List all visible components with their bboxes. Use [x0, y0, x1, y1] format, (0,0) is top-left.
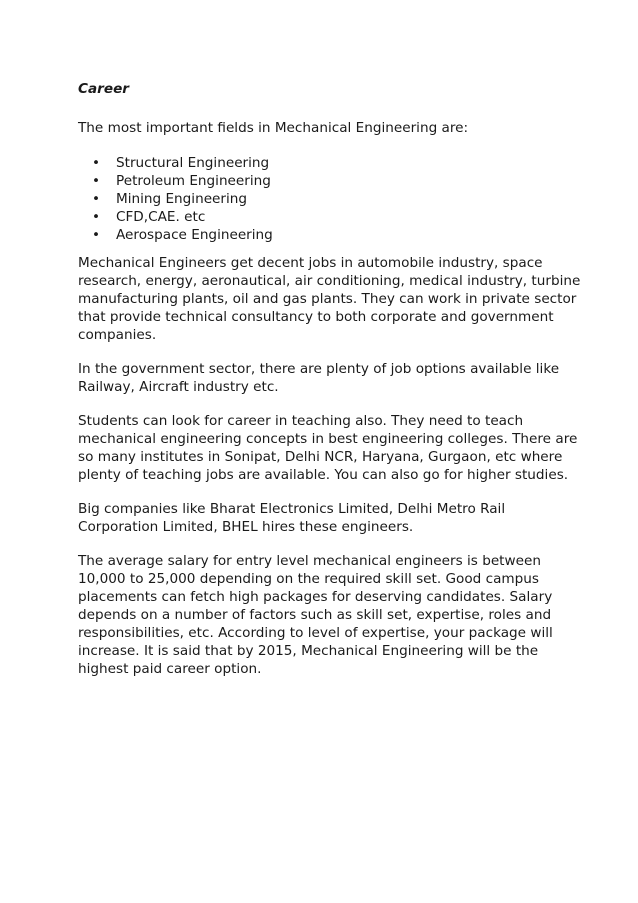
list-item	[78, 226, 578, 244]
text-line: responsibilities, etc. According to level of expertise, your package will	[78, 625, 553, 641]
text-line: increase. It is said that by 2015, Mechanical Engineering will be the	[78, 643, 539, 659]
text-line: depends on a number of factors such as skill set, expertise, roles and	[78, 607, 552, 623]
list-item	[78, 172, 578, 190]
text-line: manufacturing plants, oil and gas plants. They can work in private sector	[78, 291, 577, 307]
text-line: In the government sector, there are plenty of job options available like	[78, 361, 560, 377]
bullet-icon: •	[92, 227, 101, 243]
text-line: Corporation Limited, BHEL hires these engineers.	[78, 519, 414, 535]
text-line: Big companies like Bharat Electronics Limited, Delhi Metro Rail	[78, 501, 506, 517]
bullet-icon: •	[92, 173, 101, 189]
text-line: Railway, Aircraft industry etc.	[78, 379, 279, 395]
bullet-icon: •	[92, 191, 101, 207]
text-line: research, energy, aeronautical, air conditioning, medical industry, turbine	[78, 273, 581, 289]
text-line: The average salary for entry level mechanical engineers is between	[78, 553, 541, 569]
section-heading: Career	[78, 81, 129, 97]
text-line: companies.	[78, 327, 157, 343]
text-line: so many institutes in Sonipat, Delhi NCR, Haryana, Gurgaon, etc where	[78, 449, 563, 465]
list-item	[78, 190, 578, 208]
text-line: plenty of teaching jobs are available. You can also go for higher studies.	[78, 467, 569, 483]
paragraph-government	[78, 360, 578, 396]
list-item-label: Structural Engineering	[116, 155, 270, 171]
list-item-label: Petroleum Engineering	[116, 173, 271, 189]
text-line: placements can fetch high packages for deserving candidates. Salary	[78, 589, 553, 605]
text-line: 10,000 to 25,000 depending on the required skill set. Good campus	[78, 571, 539, 587]
text-line: Mechanical Engineers get decent jobs in automobile industry, space	[78, 255, 543, 271]
paragraph-salary	[78, 552, 578, 678]
list-item-label: Aerospace Engineering	[116, 227, 273, 243]
bullet-icon: •	[92, 209, 101, 225]
text-line: that provide technical consultancy to both corporate and government	[78, 309, 554, 325]
intro-text: The most important fields in Mechanical Engineering are:	[78, 120, 469, 136]
bullet-icon: •	[92, 155, 101, 171]
text-line: Students can look for career in teaching also. They need to teach	[78, 413, 524, 429]
text-line: mechanical engineering concepts in best engineering colleges. There are	[78, 431, 578, 447]
paragraph-companies	[78, 500, 578, 536]
list-item	[78, 154, 578, 172]
paragraph-teaching	[78, 412, 578, 484]
list-item-label: CFD,CAE. etc	[116, 209, 206, 225]
list-item	[78, 208, 578, 226]
text-line: highest paid career option.	[78, 661, 262, 677]
list-item-label: Mining Engineering	[116, 191, 248, 207]
fields-list	[78, 154, 578, 244]
paragraph-jobs	[78, 254, 581, 344]
document-page	[78, 80, 581, 694]
